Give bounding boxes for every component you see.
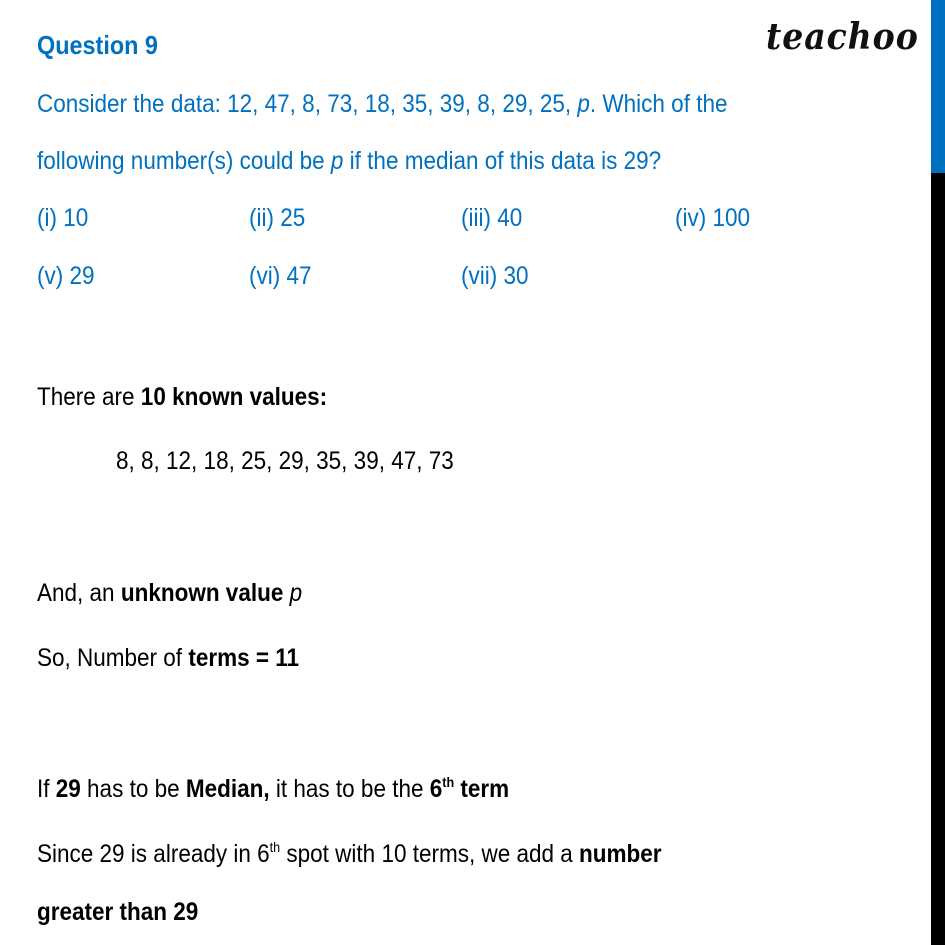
option-vi: (vi) 47	[249, 262, 312, 290]
since-a: Since 29 is already in 6	[37, 840, 270, 868]
question-text-line-1	[37, 89, 727, 119]
option-v: (v) 29	[37, 262, 95, 290]
known-values-heading	[37, 382, 327, 412]
median-condition-line	[37, 774, 509, 804]
unknown-bold: unknown value	[120, 579, 284, 607]
question-text: . Which of the	[589, 90, 728, 118]
since-b: spot with 10 terms, we add a	[280, 840, 580, 868]
sorted-values: 8, 8, 12, 18, 25, 29, 35, 39, 47, 73	[116, 447, 454, 475]
since-bold: number	[579, 840, 662, 868]
terms-intro: So, Number of	[37, 644, 189, 672]
unknown-intro: And, an	[37, 579, 121, 607]
sidebar-accent-black	[931, 173, 945, 945]
sixth-term	[430, 775, 509, 803]
option-ii: (ii) 25	[249, 204, 306, 232]
ordinal-suffix: th	[442, 774, 455, 790]
question-title: Question 9	[37, 30, 158, 60]
greater-than-line	[37, 897, 198, 927]
median-29: 29	[55, 775, 81, 803]
option-iii: (iii) 40	[461, 204, 523, 232]
greater-bold: greater than 29	[37, 898, 199, 926]
option-iv: (iv) 100	[675, 204, 751, 232]
ordinal-suffix: th	[269, 839, 281, 855]
sidebar-accent-blue	[931, 0, 945, 173]
terms-bold: terms = 11	[188, 644, 300, 672]
sixth-number: 6	[429, 775, 443, 803]
known-intro: There are	[37, 383, 141, 411]
since-line	[37, 839, 662, 869]
median-rest: it has to be the	[269, 775, 430, 803]
question-text: if the median of this data is 29?	[343, 147, 662, 175]
variable-p: p	[577, 90, 590, 118]
term-word: term	[454, 775, 510, 803]
known-bold: 10 known values:	[140, 383, 328, 411]
number-of-terms-line	[37, 643, 299, 673]
option-i: (i) 10	[37, 204, 89, 232]
median-bold: Median,	[185, 775, 270, 803]
teachoo-logo: teachoo	[766, 16, 919, 58]
median-mid: has to be	[80, 775, 186, 803]
option-vii: (vii) 30	[461, 262, 529, 290]
variable-p: p	[330, 147, 344, 175]
question-text-line-2	[37, 146, 661, 176]
unknown-value-line	[37, 578, 302, 608]
median-if: If	[37, 775, 56, 803]
question-text: Consider the data: 12, 47, 8, 73, 18, 35, 39, 8, 29, 25,	[37, 90, 578, 118]
variable-p: p	[289, 579, 303, 607]
question-text: following number(s) could be	[37, 147, 331, 175]
